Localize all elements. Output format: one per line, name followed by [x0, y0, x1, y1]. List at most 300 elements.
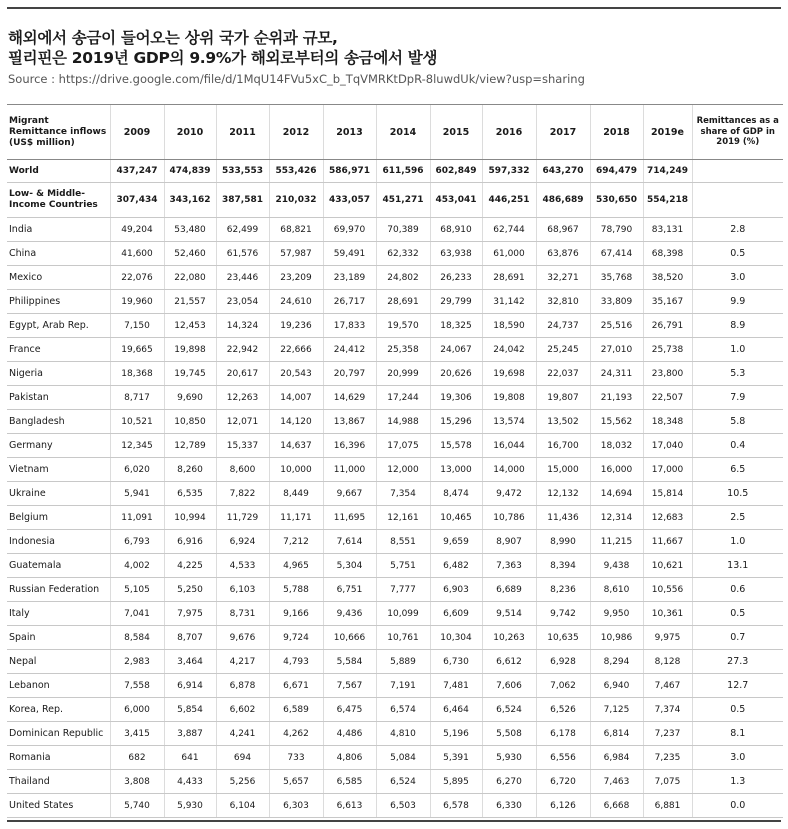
value-cell: 8,717 — [110, 386, 164, 410]
table-row — [7, 482, 783, 506]
value-cell: 7,567 — [323, 674, 376, 698]
value-cell: 533,553 — [216, 160, 269, 183]
value-cell: 22,666 — [269, 338, 323, 362]
value-cell: 10,361 — [643, 602, 692, 626]
value-cell: 4,486 — [323, 722, 376, 746]
value-cell: 4,965 — [269, 554, 323, 578]
value-cell: 4,433 — [164, 770, 216, 794]
value-cell: 28,691 — [376, 290, 430, 314]
value-cell: 24,042 — [482, 338, 536, 362]
value-cell: 437,247 — [110, 160, 164, 183]
country-name: Egypt, Arab Rep. — [7, 314, 110, 338]
value-cell: 6,613 — [323, 794, 376, 818]
header-year: 2012 — [269, 105, 323, 160]
value-cell: 13,574 — [482, 410, 536, 434]
header-year: 2015 — [430, 105, 482, 160]
value-cell: 12,132 — [536, 482, 590, 506]
value-cell: 10,850 — [164, 410, 216, 434]
value-cell: 6,000 — [110, 698, 164, 722]
value-cell: 307,434 — [110, 183, 164, 218]
value-cell: 6,924 — [216, 530, 269, 554]
value-cell: 5,508 — [482, 722, 536, 746]
value-cell: 8,449 — [269, 482, 323, 506]
value-cell: 6,916 — [164, 530, 216, 554]
value-cell: 12,000 — [376, 458, 430, 482]
value-cell: 6,881 — [643, 794, 692, 818]
table-row — [7, 554, 783, 578]
value-cell: 4,806 — [323, 746, 376, 770]
value-cell: 7,481 — [430, 674, 482, 698]
value-cell: 21,193 — [590, 386, 643, 410]
value-cell: 10,666 — [323, 626, 376, 650]
table-row — [7, 506, 783, 530]
header-year: 2019e — [643, 105, 692, 160]
value-cell: 486,689 — [536, 183, 590, 218]
header-share: Remittances as a share of GDP in 2019 (%) — [692, 105, 783, 160]
gdp-share-cell: 6.5 — [692, 458, 783, 482]
value-cell: 3,887 — [164, 722, 216, 746]
value-cell: 7,235 — [643, 746, 692, 770]
value-cell: 24,737 — [536, 314, 590, 338]
table-row — [7, 530, 783, 554]
value-cell: 24,610 — [269, 290, 323, 314]
value-cell: 5,250 — [164, 578, 216, 602]
value-cell: 6,602 — [216, 698, 269, 722]
gdp-share-cell: 9.9 — [692, 290, 783, 314]
value-cell: 9,659 — [430, 530, 482, 554]
value-cell: 11,215 — [590, 530, 643, 554]
value-cell: 554,218 — [643, 183, 692, 218]
value-cell: 6,730 — [430, 650, 482, 674]
value-cell: 83,131 — [643, 218, 692, 242]
value-cell: 18,032 — [590, 434, 643, 458]
value-cell: 14,120 — [269, 410, 323, 434]
value-cell: 19,306 — [430, 386, 482, 410]
value-cell: 7,363 — [482, 554, 536, 578]
value-cell: 11,695 — [323, 506, 376, 530]
value-cell: 8,128 — [643, 650, 692, 674]
country-name: Italy — [7, 602, 110, 626]
value-cell: 694,479 — [590, 160, 643, 183]
value-cell: 6,103 — [216, 578, 269, 602]
header-year: 2014 — [376, 105, 430, 160]
value-cell: 8,394 — [536, 554, 590, 578]
value-cell: 451,271 — [376, 183, 430, 218]
value-cell: 24,067 — [430, 338, 482, 362]
value-cell: 16,700 — [536, 434, 590, 458]
value-cell: 6,574 — [376, 698, 430, 722]
value-cell: 7,212 — [269, 530, 323, 554]
header-year: 2018 — [590, 105, 643, 160]
table-row — [7, 722, 783, 746]
value-cell: 24,412 — [323, 338, 376, 362]
header-year: 2017 — [536, 105, 590, 160]
value-cell: 63,876 — [536, 242, 590, 266]
value-cell: 10,465 — [430, 506, 482, 530]
value-cell: 602,849 — [430, 160, 482, 183]
country-name: Russian Federation — [7, 578, 110, 602]
country-name: Thailand — [7, 770, 110, 794]
value-cell: 15,578 — [430, 434, 482, 458]
value-cell: 5,930 — [482, 746, 536, 770]
table-row — [7, 218, 783, 242]
table-row — [7, 602, 783, 626]
value-cell: 5,196 — [430, 722, 482, 746]
value-cell: 6,524 — [376, 770, 430, 794]
gdp-share-cell — [692, 183, 783, 218]
page-title — [8, 28, 437, 68]
country-name: India — [7, 218, 110, 242]
country-name: Nigeria — [7, 362, 110, 386]
value-cell: 3,464 — [164, 650, 216, 674]
value-cell: 6,814 — [590, 722, 643, 746]
value-cell: 53,480 — [164, 218, 216, 242]
value-cell: 14,007 — [269, 386, 323, 410]
header-year: 2011 — [216, 105, 269, 160]
value-cell: 5,084 — [376, 746, 430, 770]
value-cell: 18,590 — [482, 314, 536, 338]
value-cell: 10,761 — [376, 626, 430, 650]
gdp-share-cell: 0.5 — [692, 698, 783, 722]
value-cell: 6,526 — [536, 698, 590, 722]
value-cell: 586,971 — [323, 160, 376, 183]
title-line-2: 필리핀은 2019년 GDP의 9.9%가 해외로부터의 송금에서 발생 — [8, 49, 438, 67]
table-row — [7, 410, 783, 434]
value-cell: 35,768 — [590, 266, 643, 290]
value-cell: 14,694 — [590, 482, 643, 506]
value-cell: 7,558 — [110, 674, 164, 698]
value-cell: 387,581 — [216, 183, 269, 218]
value-cell: 26,233 — [430, 266, 482, 290]
value-cell: 5,930 — [164, 794, 216, 818]
value-cell: 4,262 — [269, 722, 323, 746]
table-row — [7, 626, 783, 650]
value-cell: 9,438 — [590, 554, 643, 578]
value-cell: 7,191 — [376, 674, 430, 698]
gdp-share-cell: 0.7 — [692, 626, 783, 650]
value-cell: 8,584 — [110, 626, 164, 650]
value-cell: 59,491 — [323, 242, 376, 266]
gdp-share-cell: 2.8 — [692, 218, 783, 242]
value-cell: 17,833 — [323, 314, 376, 338]
value-cell: 9,690 — [164, 386, 216, 410]
value-cell: 7,822 — [216, 482, 269, 506]
value-cell: 5,256 — [216, 770, 269, 794]
table-row — [7, 794, 783, 818]
value-cell: 14,000 — [482, 458, 536, 482]
value-cell: 15,562 — [590, 410, 643, 434]
value-cell: 5,751 — [376, 554, 430, 578]
gdp-share-cell: 1.3 — [692, 770, 783, 794]
value-cell: 6,984 — [590, 746, 643, 770]
value-cell: 9,724 — [269, 626, 323, 650]
value-cell: 57,987 — [269, 242, 323, 266]
remittance-table-container — [7, 104, 783, 818]
value-cell: 52,460 — [164, 242, 216, 266]
country-name: United States — [7, 794, 110, 818]
value-cell: 9,676 — [216, 626, 269, 650]
gdp-share-cell: 5.8 — [692, 410, 783, 434]
value-cell: 6,940 — [590, 674, 643, 698]
header-row — [7, 105, 783, 160]
value-cell: 6,671 — [269, 674, 323, 698]
value-cell: 8,707 — [164, 626, 216, 650]
value-cell: 7,237 — [643, 722, 692, 746]
value-cell: 210,032 — [269, 183, 323, 218]
country-name: Romania — [7, 746, 110, 770]
value-cell: 6,270 — [482, 770, 536, 794]
value-cell: 7,975 — [164, 602, 216, 626]
value-cell: 15,000 — [536, 458, 590, 482]
value-cell: 4,241 — [216, 722, 269, 746]
value-cell: 22,507 — [643, 386, 692, 410]
value-cell: 7,606 — [482, 674, 536, 698]
gdp-share-cell: 0.6 — [692, 578, 783, 602]
value-cell: 11,000 — [323, 458, 376, 482]
value-cell: 694 — [216, 746, 269, 770]
value-cell: 6,524 — [482, 698, 536, 722]
value-cell: 28,691 — [482, 266, 536, 290]
value-cell: 38,520 — [643, 266, 692, 290]
value-cell: 433,057 — [323, 183, 376, 218]
value-cell: 6,556 — [536, 746, 590, 770]
value-cell: 5,788 — [269, 578, 323, 602]
value-cell: 22,942 — [216, 338, 269, 362]
value-cell: 4,002 — [110, 554, 164, 578]
value-cell: 17,040 — [643, 434, 692, 458]
gdp-share-cell: 1.0 — [692, 530, 783, 554]
header-year: 2010 — [164, 105, 216, 160]
value-cell: 19,236 — [269, 314, 323, 338]
value-cell: 17,000 — [643, 458, 692, 482]
value-cell: 6,503 — [376, 794, 430, 818]
value-cell: 32,810 — [536, 290, 590, 314]
value-cell: 68,398 — [643, 242, 692, 266]
value-cell: 453,041 — [430, 183, 482, 218]
table-row — [7, 314, 783, 338]
remittance-table — [7, 104, 783, 818]
value-cell: 13,867 — [323, 410, 376, 434]
value-cell: 6,914 — [164, 674, 216, 698]
value-cell: 25,738 — [643, 338, 692, 362]
value-cell: 6,020 — [110, 458, 164, 482]
value-cell: 8,294 — [590, 650, 643, 674]
header-year: 2013 — [323, 105, 376, 160]
value-cell: 9,667 — [323, 482, 376, 506]
value-cell: 13,502 — [536, 410, 590, 434]
table-row — [7, 698, 783, 722]
value-cell: 11,171 — [269, 506, 323, 530]
value-cell: 682 — [110, 746, 164, 770]
value-cell: 7,463 — [590, 770, 643, 794]
value-cell: 4,225 — [164, 554, 216, 578]
value-cell: 6,793 — [110, 530, 164, 554]
value-cell: 31,142 — [482, 290, 536, 314]
value-cell: 15,296 — [430, 410, 482, 434]
country-name: China — [7, 242, 110, 266]
value-cell: 6,720 — [536, 770, 590, 794]
value-cell: 13,000 — [430, 458, 482, 482]
country-name: Spain — [7, 626, 110, 650]
value-cell: 8,551 — [376, 530, 430, 554]
table-body — [7, 160, 783, 818]
country-name: Korea, Rep. — [7, 698, 110, 722]
header-year: 2009 — [110, 105, 164, 160]
value-cell: 446,251 — [482, 183, 536, 218]
value-cell: 6,609 — [430, 602, 482, 626]
value-cell: 22,076 — [110, 266, 164, 290]
value-cell: 12,789 — [164, 434, 216, 458]
value-cell: 4,217 — [216, 650, 269, 674]
value-cell: 20,617 — [216, 362, 269, 386]
value-cell: 11,436 — [536, 506, 590, 530]
value-cell: 7,062 — [536, 674, 590, 698]
value-cell: 4,533 — [216, 554, 269, 578]
value-cell: 68,910 — [430, 218, 482, 242]
value-cell: 5,584 — [323, 650, 376, 674]
value-cell: 8,990 — [536, 530, 590, 554]
value-cell: 8,731 — [216, 602, 269, 626]
value-cell: 7,374 — [643, 698, 692, 722]
gdp-share-cell: 2.5 — [692, 506, 783, 530]
aggregate-row — [7, 183, 783, 218]
value-cell: 8,600 — [216, 458, 269, 482]
value-cell: 22,037 — [536, 362, 590, 386]
value-cell: 6,928 — [536, 650, 590, 674]
value-cell: 25,245 — [536, 338, 590, 362]
value-cell: 62,499 — [216, 218, 269, 242]
value-cell: 24,311 — [590, 362, 643, 386]
value-cell: 6,751 — [323, 578, 376, 602]
value-cell: 6,330 — [482, 794, 536, 818]
value-cell: 6,464 — [430, 698, 482, 722]
value-cell: 61,000 — [482, 242, 536, 266]
table-row — [7, 290, 783, 314]
top-rule — [7, 7, 781, 9]
value-cell: 17,075 — [376, 434, 430, 458]
value-cell: 19,665 — [110, 338, 164, 362]
gdp-share-cell: 1.0 — [692, 338, 783, 362]
value-cell: 19,898 — [164, 338, 216, 362]
value-cell: 62,332 — [376, 242, 430, 266]
value-cell: 6,104 — [216, 794, 269, 818]
value-cell: 8,907 — [482, 530, 536, 554]
country-name: Low- & Middle-Income Countries — [7, 183, 110, 218]
value-cell: 19,960 — [110, 290, 164, 314]
value-cell: 23,446 — [216, 266, 269, 290]
gdp-share-cell: 0.0 — [692, 794, 783, 818]
country-name: Pakistan — [7, 386, 110, 410]
country-name: Lebanon — [7, 674, 110, 698]
value-cell: 12,071 — [216, 410, 269, 434]
value-cell: 5,105 — [110, 578, 164, 602]
value-cell: 6,903 — [430, 578, 482, 602]
value-cell: 8,474 — [430, 482, 482, 506]
value-cell: 18,325 — [430, 314, 482, 338]
value-cell: 21,557 — [164, 290, 216, 314]
value-cell: 63,938 — [430, 242, 482, 266]
gdp-share-cell: 0.4 — [692, 434, 783, 458]
value-cell: 10,263 — [482, 626, 536, 650]
country-name: Indonesia — [7, 530, 110, 554]
value-cell: 7,075 — [643, 770, 692, 794]
gdp-share-cell — [692, 160, 783, 183]
gdp-share-cell: 8.9 — [692, 314, 783, 338]
value-cell: 733 — [269, 746, 323, 770]
value-cell: 5,657 — [269, 770, 323, 794]
value-cell: 7,125 — [590, 698, 643, 722]
table-row — [7, 746, 783, 770]
value-cell: 14,988 — [376, 410, 430, 434]
value-cell: 19,808 — [482, 386, 536, 410]
country-name: Germany — [7, 434, 110, 458]
value-cell: 32,271 — [536, 266, 590, 290]
table-row — [7, 650, 783, 674]
value-cell: 18,348 — [643, 410, 692, 434]
gdp-share-cell: 3.0 — [692, 266, 783, 290]
value-cell: 69,970 — [323, 218, 376, 242]
value-cell: 5,854 — [164, 698, 216, 722]
value-cell: 12,314 — [590, 506, 643, 530]
value-cell: 5,889 — [376, 650, 430, 674]
value-cell: 67,414 — [590, 242, 643, 266]
value-cell: 49,204 — [110, 218, 164, 242]
value-cell: 16,044 — [482, 434, 536, 458]
gdp-share-cell: 10.5 — [692, 482, 783, 506]
gdp-share-cell: 13.1 — [692, 554, 783, 578]
value-cell: 9,950 — [590, 602, 643, 626]
gdp-share-cell: 27.3 — [692, 650, 783, 674]
value-cell: 12,345 — [110, 434, 164, 458]
value-cell: 5,941 — [110, 482, 164, 506]
value-cell: 553,426 — [269, 160, 323, 183]
table-row — [7, 674, 783, 698]
value-cell: 597,332 — [482, 160, 536, 183]
country-name: Bangladesh — [7, 410, 110, 434]
value-cell: 7,614 — [323, 530, 376, 554]
value-cell: 25,358 — [376, 338, 430, 362]
value-cell: 62,744 — [482, 218, 536, 242]
gdp-share-cell: 12.7 — [692, 674, 783, 698]
value-cell: 9,514 — [482, 602, 536, 626]
gdp-share-cell: 7.9 — [692, 386, 783, 410]
country-name: World — [7, 160, 110, 183]
value-cell: 530,650 — [590, 183, 643, 218]
value-cell: 33,809 — [590, 290, 643, 314]
value-cell: 18,368 — [110, 362, 164, 386]
value-cell: 3,415 — [110, 722, 164, 746]
value-cell: 9,742 — [536, 602, 590, 626]
value-cell: 9,975 — [643, 626, 692, 650]
value-cell: 19,807 — [536, 386, 590, 410]
country-name: Vietnam — [7, 458, 110, 482]
value-cell: 20,999 — [376, 362, 430, 386]
value-cell: 343,162 — [164, 183, 216, 218]
value-cell: 6,482 — [430, 554, 482, 578]
value-cell: 19,745 — [164, 362, 216, 386]
value-cell: 6,126 — [536, 794, 590, 818]
value-cell: 12,161 — [376, 506, 430, 530]
country-name: France — [7, 338, 110, 362]
value-cell: 16,396 — [323, 434, 376, 458]
value-cell: 23,054 — [216, 290, 269, 314]
value-cell: 12,683 — [643, 506, 692, 530]
value-cell: 6,303 — [269, 794, 323, 818]
value-cell: 4,793 — [269, 650, 323, 674]
value-cell: 14,637 — [269, 434, 323, 458]
value-cell: 23,209 — [269, 266, 323, 290]
value-cell: 61,576 — [216, 242, 269, 266]
